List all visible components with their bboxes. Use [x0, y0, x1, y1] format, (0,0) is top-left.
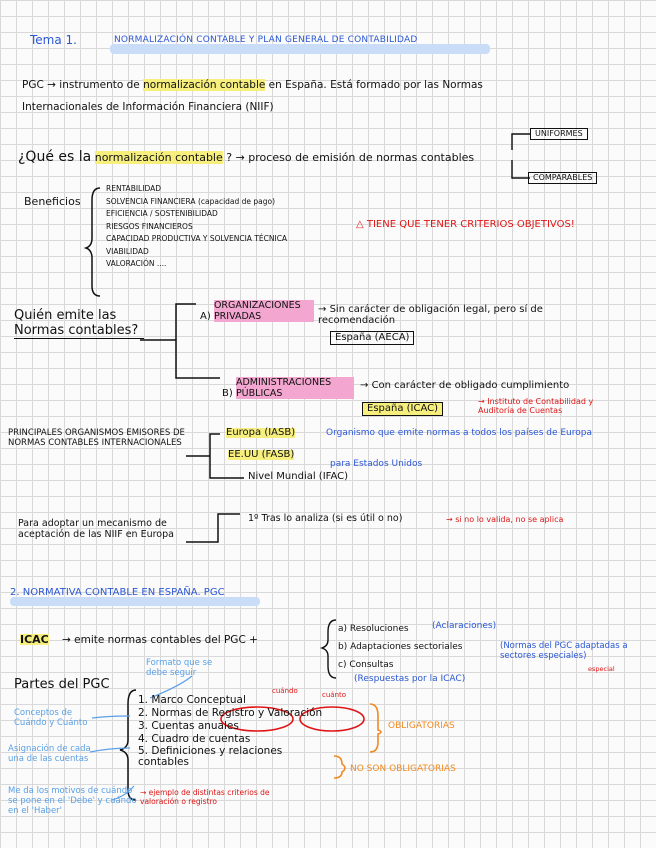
- partes-note-motivos: Me da los motivos de cuándo se pone en el 'Debe' y cuándo en el 'Haber': [8, 786, 137, 816]
- mundial-label: Nivel Mundial (IFAC): [248, 471, 349, 482]
- pgc-def-a: PGC → instrumento de: [22, 79, 140, 91]
- europa-note: Organismo que emite normas a todos los países de Europa: [326, 428, 592, 438]
- icac-especial: especial: [588, 665, 615, 673]
- emisor-b-label: B): [222, 388, 233, 399]
- emisor-a-desc: → Sin carácter de obligación legal, pero sí de recomendación: [318, 304, 543, 326]
- beneficios-list: [106, 183, 287, 271]
- beneficio-item: SOLVENCIA FINANCIERA (capacidad de pago): [106, 196, 276, 206]
- emisor-b-box: España (ICAC): [362, 402, 443, 416]
- pgc-def-line2: Internacionales de Información Financiera (NIIF): [22, 101, 274, 113]
- obligatorias-label: OBLIGATORIAS: [388, 721, 455, 731]
- partes-item: 4. Cuadro de cuentas: [138, 733, 251, 745]
- icac-note-b: (Normas del PGC adaptadas a sectores especiales): [500, 641, 628, 661]
- icac-desc: → emite normas contables del PGC +: [62, 634, 258, 646]
- adaptacion-note: → si no lo valida, no se aplica: [446, 515, 564, 524]
- icac-note-a: (Aclaraciones): [432, 621, 497, 631]
- adaptacion-step: 1º Tras lo analiza (si es útil o no): [248, 513, 403, 524]
- emisor-a-title: ORGANIZACIONES PRIVADAS: [214, 300, 314, 322]
- page-title: NORMALIZACIÓN CONTABLE Y PLAN GENERAL DE CONTABILIDAD: [114, 35, 418, 45]
- partes-item: 3. Cuentas anuales: [138, 720, 239, 732]
- question-a: ¿Qué es la: [18, 149, 92, 165]
- beneficio-item: RIESGOS FINANCIEROS: [106, 221, 193, 231]
- partes-note-formato: Formato que se debe seguir: [146, 658, 213, 678]
- partes-footnote: → ejemplo de distintas criterios de valoración o registro: [140, 788, 270, 806]
- partes-item: 1. Marco Conceptual: [138, 694, 246, 706]
- uniformes-box: UNIFORMES: [530, 128, 588, 140]
- beneficio-item: EFICIENCIA / SOSTENIBILIDAD: [106, 209, 218, 218]
- comparables-box: COMPARABLES: [528, 172, 597, 184]
- partes-note-conceptos: Conceptos de Cuándo y Cuánto: [14, 708, 88, 728]
- tema-label: Tema 1.: [30, 33, 77, 47]
- emisor-b-note: → Instituto de Contabilidad y Auditoría de Cuentas: [478, 397, 594, 415]
- emisor-a-box: España (AECA): [330, 331, 414, 345]
- cuando-note: cuándo: [272, 687, 298, 695]
- pgc-def-line1: [22, 80, 483, 91]
- beneficios-label: Beneficios: [24, 195, 81, 208]
- emisor-a: [200, 300, 314, 322]
- normalizacion-question: [18, 150, 474, 164]
- emisor-a-label: A): [200, 311, 211, 322]
- warning-note: △ TIENE QUE TENER CRITERIOS OBJETIVOS!: [356, 219, 575, 230]
- emisor-b-title: ADMINISTRACIONES PÚBLICAS: [236, 377, 354, 399]
- eeuu-label: EE.UU (FASB): [228, 449, 295, 460]
- question-b: ? → proceso de emisión de normas contables: [226, 151, 475, 164]
- partes-items: [138, 694, 328, 768]
- beneficio-item: RENTABILIDAD: [106, 184, 161, 193]
- emisor-b-desc: → Con carácter de obligado cumplimiento: [360, 380, 570, 391]
- emisor-b: [222, 377, 354, 399]
- question-highlight: normalización contable: [94, 151, 223, 164]
- internacionales-label: PRINCIPALES ORGANISMOS EMISORES DE NORMAS CONTABLES INTERNACIONALES: [8, 428, 185, 448]
- partes-note-asignacion: Asignación de cada una de las cuentas: [8, 744, 91, 764]
- pgc-def-highlight: normalización contable: [143, 79, 266, 91]
- beneficio-item: VIABILIDAD: [106, 246, 149, 256]
- no-obligatorias-label: NO SON OBLIGATORIAS: [350, 764, 456, 774]
- partes-label: Partes del PGC: [14, 677, 110, 692]
- icac-item: b) Adaptaciones sectoriales: [338, 642, 463, 652]
- emisores-question: Quién emite las Normas contables?: [14, 308, 144, 339]
- beneficio-item: VALORACIÓN ....: [106, 259, 167, 268]
- icac-note-c: (Respuestas por la ICAC): [354, 674, 466, 684]
- eeuu-note: para Estados Unidos: [330, 459, 423, 469]
- pgc-def-b: en España. Está formado por las Normas: [268, 79, 483, 91]
- partes-item: 2. Normas de Registro y Valoración: [138, 707, 323, 719]
- adaptacion-label: Para adoptar un mecanismo de aceptación de las NIIF en Europa: [18, 518, 174, 540]
- icac-item: a) Resoluciones: [338, 624, 409, 634]
- partes-item: 5. Definiciones y relaciones contables: [138, 745, 283, 768]
- icac-label: ICAC: [20, 633, 49, 646]
- cuanto-note: cuánto: [322, 691, 347, 699]
- beneficio-item: CAPACIDAD PRODUCTIVA Y SOLVENCIA TÉCNICA: [106, 234, 288, 243]
- europa-label: Europa (IASB): [226, 427, 296, 438]
- icac-item: c) Consultas: [338, 660, 394, 670]
- section2-title: 2. NORMATIVA CONTABLE EN ESPAÑA. PGC: [10, 587, 225, 598]
